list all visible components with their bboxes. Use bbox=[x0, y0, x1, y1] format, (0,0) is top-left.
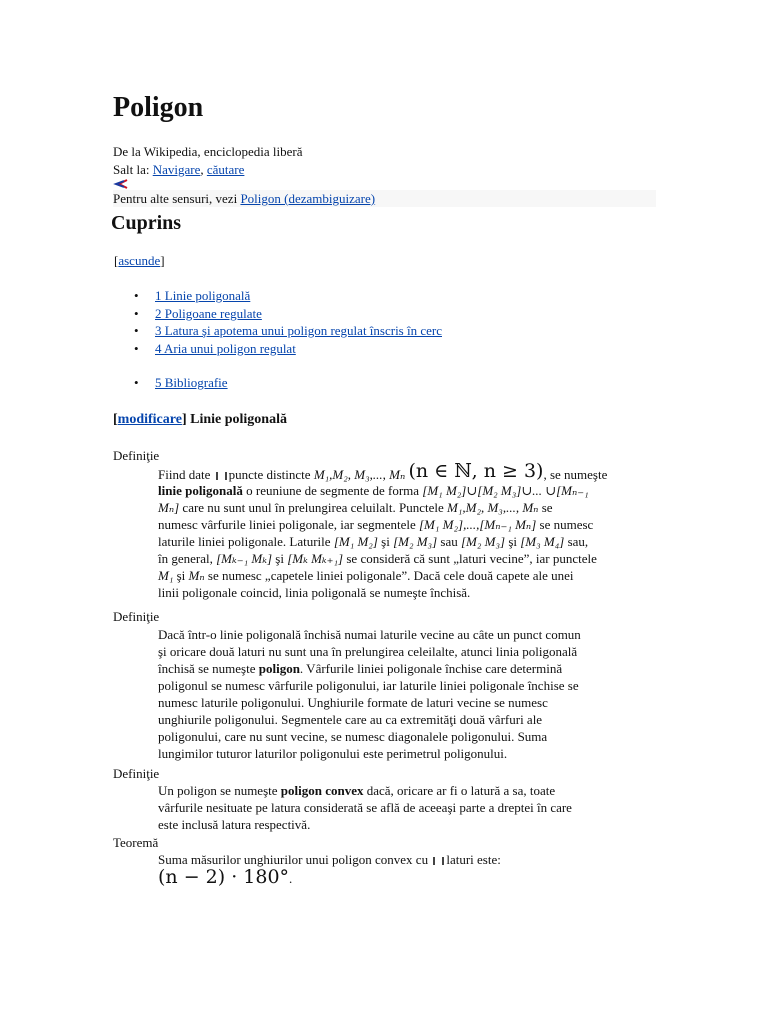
toc-item: • 2 Poligoane regulate bbox=[134, 305, 262, 321]
toc-link-5[interactable]: 5 Bibliografie bbox=[155, 375, 228, 390]
definition-3: Un poligon se numeşte poligon convex dacă, oricare ar fi o latură a sa, toate vârfurile nesituate pe latura considerată se află de aceeaşi parte a dreptei în care este inclusă latura respectivă. bbox=[158, 783, 572, 832]
missing-math-icon bbox=[216, 472, 227, 480]
toc-item: • 3 Latura şi apotema unui poligon regulat înscris în cerc bbox=[134, 323, 442, 339]
edit-section-link[interactable]: modificare bbox=[117, 412, 182, 427]
definition-label: Definiţie bbox=[113, 766, 160, 781]
toc-link-1[interactable]: 1 Linie poligonală bbox=[155, 288, 251, 303]
hatnote bbox=[113, 190, 656, 207]
toc-item: • 5 Bibliografie bbox=[134, 375, 228, 390]
toc-link-2[interactable]: 2 Poligoane regulate bbox=[155, 305, 262, 321]
angle-sum-formula: (n − 2) · 180° bbox=[158, 866, 290, 888]
disambiguation-link[interactable]: Poligon (dezambiguizare) bbox=[240, 191, 376, 206]
toc-item: • 4 Aria unui poligon regulat bbox=[134, 340, 296, 356]
toc-list bbox=[114, 287, 442, 357]
definition-1: Fiind date puncte distincte M₁,M₂, M₃,..., Mₙ (n ∈ ℕ, n ≥ 3), se numeşte linie poligonală o reuniune de segmente de forma [M₁ M₂]∪[M₂ M₃]∪... ∪[Mₙ₋₁ Mₙ] care nu sunt unul în prelungirea celuilalt. Punctele M₁,M₂, M₃,..., Mₙ se numesc vârfurile liniei poligonale, iar segmentele [M₁ M₂],...,[Mₙ₋₁ Mₙ] se numesc laturile liniei poligonale. Laturile [M₁ M₂] şi [M₂ M₃] sau [M₂ M₃] şi [M₃ M₄] sau, în general, [Mₖ₋₁ Mₖ] şi [Mₖ Mₖ₊₁] se consideră că sunt „laturi vecine”, iar punctele M₁ şi Mₙ se numesc „capetele liniei poligonale”. Dacă cele două capete ale unei linii poligonale coincid, linia poligonală se numeşte închisă. bbox=[158, 460, 608, 600]
toc-link-3[interactable]: 3 Latura şi apotema unui poligon regulat înscris în cerc bbox=[155, 323, 442, 339]
definition-label: Definiţie bbox=[113, 448, 160, 463]
navigation-link[interactable]: Navigare bbox=[152, 162, 201, 177]
page-title: Poligon bbox=[113, 92, 204, 123]
site-subtitle: De la Wikipedia, enciclopedia liberă bbox=[113, 144, 303, 159]
theorem: Suma măsurilor unghiurilor unui poligon convex cu laturi este: (n − 2) · 180°. bbox=[158, 852, 501, 888]
toc-hide-link[interactable]: ascunde bbox=[118, 253, 161, 268]
jump-prefix: Salt la: bbox=[113, 162, 150, 177]
definition-2: Dacă într-o linie poligonală închisă numai laturile vecine au câte un punct comun şi oricare două laturi nu sunt una în prelungirea celeilalte, atunci linia poligonală închisă se numeşte poligon. Vârfurile liniei poligonale închise care determină poligonul se numesc vârfurile poligonului, iar laturile liniei poligonale închise se numesc laturile poligonului. Unghiurile formate de laturi vecine se numesc unghiurile poligonului. Segmentele care au ca extremităţi două vârfuri ale poligonului, care nu sunt vecine, se numesc diagonalele poligonului. Suma lungimilor tuturor laturilor poligonului este perimetrul poligonului. bbox=[158, 627, 581, 761]
theorem-label: Teoremă bbox=[113, 835, 159, 850]
hatnote-text: Pentru alte sensuri, vezi bbox=[113, 191, 238, 206]
search-link[interactable]: căutare bbox=[206, 162, 245, 177]
section-heading: [modificare] Linie poligonală bbox=[113, 412, 287, 427]
toc-item: • 1 Linie poligonală bbox=[134, 288, 251, 303]
toc-title: Cuprins bbox=[111, 212, 182, 234]
toc-toggle: [ascunde] bbox=[114, 253, 165, 268]
toc-list-extra bbox=[114, 374, 228, 392]
section-title: Linie poligonală bbox=[190, 412, 287, 427]
definition-label: Definiţie bbox=[113, 609, 160, 624]
missing-math-icon bbox=[433, 857, 444, 865]
jump-separator: , bbox=[200, 162, 204, 177]
toc-link-4[interactable]: 4 Aria unui poligon regulat bbox=[155, 340, 296, 356]
jump-links bbox=[113, 161, 244, 178]
